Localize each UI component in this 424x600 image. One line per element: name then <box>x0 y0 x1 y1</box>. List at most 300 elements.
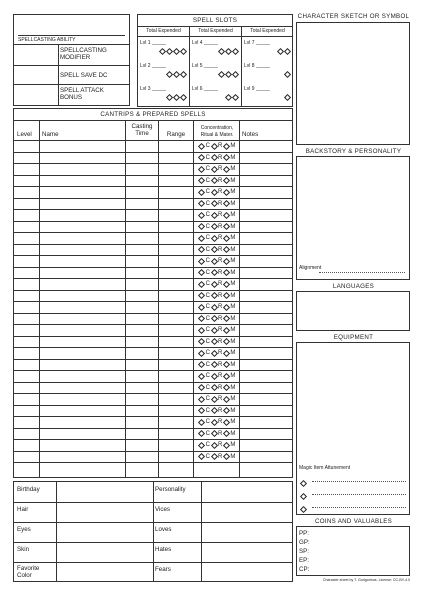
spell-slot-cell[interactable] <box>244 40 292 60</box>
crm-r-label: R <box>218 396 223 402</box>
spell-row[interactable] <box>14 429 292 440</box>
crm-markers <box>194 383 240 394</box>
ritual-diamond-icon[interactable] <box>210 188 217 195</box>
crm-r-label: R <box>218 442 223 448</box>
material-diamond-icon[interactable] <box>223 326 230 333</box>
crm-markers <box>194 394 240 405</box>
crm-m-label: M <box>230 269 236 276</box>
crm-markers <box>194 153 240 164</box>
attunement-slot-2[interactable] <box>300 488 408 498</box>
spellcasting-modifier-box[interactable] <box>13 44 130 66</box>
crm-markers <box>194 187 240 198</box>
crm-m-label: M <box>230 373 236 379</box>
crm-r-label: R <box>218 338 223 345</box>
crm-markers <box>194 233 240 244</box>
crm-r-label: R <box>218 407 223 414</box>
col-level-header: Level <box>17 131 32 138</box>
ritual-diamond-icon[interactable] <box>210 315 217 322</box>
concentration-diamond-icon[interactable] <box>198 269 205 276</box>
crm-c-label: C <box>205 177 210 184</box>
slot-expended-diamond-icon[interactable] <box>180 71 187 78</box>
spellcasting-ability-label: SPELLCASTING ABILITY <box>18 37 76 43</box>
attunement-diamond-icon[interactable] <box>300 506 307 513</box>
slots-col-header-3: Total Expended <box>250 28 285 34</box>
skin-label: Skin <box>17 546 30 553</box>
concentration-diamond-icon[interactable] <box>198 246 205 253</box>
slot-expended-diamond-icon[interactable] <box>166 94 173 101</box>
concentration-diamond-icon[interactable] <box>198 234 205 241</box>
crm-m-label: M <box>230 350 236 356</box>
concentration-diamond-icon[interactable] <box>198 349 205 356</box>
backstory-title: BACKSTORY & PERSONALITY <box>305 148 402 155</box>
crm-m-label: M <box>230 304 236 310</box>
ritual-diamond-icon[interactable] <box>210 177 217 184</box>
material-diamond-icon[interactable] <box>223 338 230 345</box>
coin-ep-label: EP: <box>299 557 309 564</box>
material-diamond-icon[interactable] <box>223 246 230 253</box>
material-diamond-icon[interactable] <box>223 223 230 230</box>
material-diamond-icon[interactable] <box>223 234 230 241</box>
spell-slot-level-label: Lvl 7 _____ <box>244 40 270 46</box>
ritual-diamond-icon[interactable] <box>210 257 217 264</box>
alignment-label: Alignment <box>299 265 322 271</box>
personality-label: Personality <box>155 486 186 493</box>
concentration-diamond-icon[interactable] <box>198 280 205 287</box>
spell-row[interactable] <box>14 291 292 302</box>
material-diamond-icon[interactable] <box>223 441 230 448</box>
crm-c-label: C <box>205 223 210 230</box>
material-diamond-icon[interactable] <box>223 211 230 218</box>
crm-m-label: M <box>230 453 236 460</box>
concentration-diamond-icon[interactable] <box>198 418 205 425</box>
ritual-diamond-icon[interactable] <box>210 384 217 391</box>
slot-expended-diamond-icon[interactable] <box>284 94 291 101</box>
crm-markers <box>194 222 240 233</box>
crm-m-label: M <box>230 154 236 161</box>
spell-slot-cell[interactable] <box>140 63 188 83</box>
ritual-diamond-icon[interactable] <box>210 395 217 402</box>
spell-slot-cell[interactable] <box>192 86 240 106</box>
concentration-diamond-icon[interactable] <box>198 154 205 161</box>
spell-slot-cell[interactable] <box>192 63 240 83</box>
spell-row[interactable] <box>14 452 292 463</box>
slot-expended-diamond-icon[interactable] <box>166 71 173 78</box>
crm-m-label: M <box>230 212 236 218</box>
fears-label: Fears <box>155 566 171 573</box>
slot-expended-diamond-icon[interactable] <box>284 71 291 78</box>
ritual-diamond-icon[interactable] <box>210 338 217 345</box>
crm-m-label: M <box>230 258 236 264</box>
crm-c-label: C <box>205 154 210 161</box>
slot-expended-diamond-icon[interactable] <box>225 48 232 55</box>
slot-expended-diamond-icon[interactable] <box>173 94 180 101</box>
crm-m-label: M <box>230 200 236 207</box>
col-casting-time-header: Casting Time <box>131 123 153 137</box>
spell-slot-cell[interactable] <box>244 63 292 83</box>
concentration-diamond-icon[interactable] <box>198 292 205 299</box>
crm-r-label: R <box>218 281 223 287</box>
material-diamond-icon[interactable] <box>223 349 230 356</box>
spell-attack-bonus-box[interactable] <box>13 84 130 106</box>
hates-field[interactable] <box>202 543 292 561</box>
material-diamond-icon[interactable] <box>223 292 230 299</box>
crm-r-label: R <box>218 453 223 460</box>
skin-field[interactable] <box>57 543 152 561</box>
personality-field[interactable] <box>202 483 292 501</box>
crm-m-label: M <box>230 384 236 391</box>
crm-c-label: C <box>205 407 210 414</box>
coins-title: COINS AND VALUABLES <box>314 518 393 525</box>
crm-r-label: R <box>218 143 223 149</box>
crm-r-label: R <box>218 154 223 161</box>
crm-c-label: C <box>205 442 210 448</box>
favorite-color-label: Favorite Color <box>17 565 40 579</box>
spell-row[interactable] <box>14 245 292 256</box>
character-sketch-area[interactable] <box>296 22 410 145</box>
crm-c-label: C <box>205 189 210 195</box>
attunement-slot-3[interactable] <box>300 501 408 511</box>
crm-markers <box>194 325 240 336</box>
spell-row[interactable] <box>14 222 292 233</box>
material-diamond-icon[interactable] <box>223 200 230 207</box>
material-diamond-icon[interactable] <box>223 453 230 460</box>
ritual-diamond-icon[interactable] <box>210 361 217 368</box>
material-diamond-icon[interactable] <box>223 280 230 287</box>
material-diamond-icon[interactable] <box>223 269 230 276</box>
material-diamond-icon[interactable] <box>223 165 230 172</box>
crm-c-label: C <box>205 361 210 368</box>
crm-c-label: C <box>205 350 210 356</box>
coin-pp-label: PP: <box>299 530 309 537</box>
crm-markers <box>194 452 240 463</box>
crm-c-label: C <box>205 235 210 241</box>
material-diamond-icon[interactable] <box>223 188 230 195</box>
spell-slot-level-label: Lvl 4 _____ <box>192 40 218 46</box>
crm-r-label: R <box>218 177 223 184</box>
concentration-diamond-icon[interactable] <box>198 441 205 448</box>
attunement-diamond-icon[interactable] <box>300 493 307 500</box>
attunement-slot-1[interactable] <box>300 475 408 485</box>
spell-slots-panel <box>137 14 293 107</box>
spell-slot-level-label: Lvl 6 _____ <box>192 86 218 92</box>
spell-slot-cell[interactable] <box>140 86 188 106</box>
crm-m-label: M <box>230 143 236 149</box>
material-diamond-icon[interactable] <box>223 418 230 425</box>
material-diamond-icon[interactable] <box>223 257 230 264</box>
equipment-title: EQUIPMENT <box>333 334 374 341</box>
crm-r-label: R <box>218 373 223 379</box>
eyes-label: Eyes <box>17 526 31 533</box>
concentration-diamond-icon[interactable] <box>198 453 205 460</box>
concentration-diamond-icon[interactable] <box>198 200 205 207</box>
vices-label: Vices <box>155 506 171 513</box>
hair-label: Hair <box>17 506 29 513</box>
coins-area[interactable] <box>296 526 410 576</box>
spell-row[interactable] <box>14 268 292 279</box>
crm-markers <box>194 164 240 175</box>
crm-markers <box>194 360 240 371</box>
concentration-diamond-icon[interactable] <box>198 303 205 310</box>
slot-expended-diamond-icon[interactable] <box>232 94 239 101</box>
crm-m-label: M <box>230 442 236 448</box>
ritual-diamond-icon[interactable] <box>210 303 217 310</box>
col-crm-header: Concentration, Ritual & Mater. <box>200 125 234 138</box>
material-diamond-icon[interactable] <box>223 395 230 402</box>
concentration-diamond-icon[interactable] <box>198 395 205 402</box>
crm-markers <box>194 268 240 279</box>
material-diamond-icon[interactable] <box>223 142 230 149</box>
crm-markers <box>194 371 240 382</box>
crm-markers <box>194 279 240 290</box>
backstory-area[interactable] <box>296 156 410 280</box>
crm-c-label: C <box>205 327 210 333</box>
slot-expended-diamond-icon[interactable] <box>159 48 166 55</box>
spell-row[interactable] <box>14 233 292 244</box>
crm-m-label: M <box>230 315 236 322</box>
material-diamond-icon[interactable] <box>223 384 230 391</box>
spell-row[interactable] <box>14 187 292 198</box>
material-diamond-icon[interactable] <box>223 361 230 368</box>
ritual-diamond-icon[interactable] <box>210 234 217 241</box>
crm-markers <box>194 417 240 428</box>
concentration-diamond-icon[interactable] <box>198 384 205 391</box>
slot-expended-diamond-icon[interactable] <box>277 48 284 55</box>
ritual-diamond-icon[interactable] <box>210 326 217 333</box>
crm-m-label: M <box>230 177 236 184</box>
hair-field[interactable] <box>57 503 152 521</box>
crm-markers <box>194 348 240 359</box>
concentration-diamond-icon[interactable] <box>198 142 205 149</box>
ritual-diamond-icon[interactable] <box>210 280 217 287</box>
crm-markers <box>194 440 240 451</box>
spell-row[interactable] <box>14 256 292 267</box>
crm-c-label: C <box>205 304 210 310</box>
concentration-diamond-icon[interactable] <box>198 165 205 172</box>
slot-expended-diamond-icon[interactable] <box>173 48 180 55</box>
spell-slot-level-label: Lvl 3 _____ <box>140 86 166 92</box>
spell-row[interactable] <box>14 199 292 210</box>
ritual-diamond-icon[interactable] <box>210 223 217 230</box>
crm-markers <box>194 406 240 417</box>
crm-c-label: C <box>205 258 210 264</box>
slot-expended-diamond-icon[interactable] <box>180 94 187 101</box>
crm-m-label: M <box>230 292 236 299</box>
concentration-diamond-icon[interactable] <box>198 188 205 195</box>
favorite-color-field[interactable] <box>57 563 152 581</box>
material-diamond-icon[interactable] <box>223 315 230 322</box>
ritual-diamond-icon[interactable] <box>210 154 217 161</box>
loves-field[interactable] <box>202 523 292 541</box>
crm-c-label: C <box>205 292 210 299</box>
slots-col-header-1: Total Expended <box>146 28 181 34</box>
concentration-diamond-icon[interactable] <box>198 338 205 345</box>
spell-row[interactable] <box>14 360 292 371</box>
crm-r-label: R <box>218 166 223 172</box>
crm-m-label: M <box>230 396 236 402</box>
crm-r-label: R <box>218 361 223 368</box>
crm-c-label: C <box>205 212 210 218</box>
spell-row[interactable] <box>14 337 292 348</box>
spell-row[interactable] <box>14 279 292 290</box>
ritual-diamond-icon[interactable] <box>210 407 217 414</box>
slot-expended-diamond-icon[interactable] <box>180 48 187 55</box>
cantrips-table <box>13 108 293 478</box>
concentration-diamond-icon[interactable] <box>198 326 205 333</box>
crm-markers <box>194 245 240 256</box>
spell-row[interactable] <box>14 440 292 451</box>
crm-c-label: C <box>205 200 210 207</box>
ritual-diamond-icon[interactable] <box>210 292 217 299</box>
crm-markers <box>194 291 240 302</box>
crm-c-label: C <box>205 166 210 172</box>
attunement-diamond-icon[interactable] <box>300 480 307 487</box>
material-diamond-icon[interactable] <box>223 177 230 184</box>
slot-expended-diamond-icon[interactable] <box>232 48 239 55</box>
crm-m-label: M <box>230 361 236 368</box>
birthday-field[interactable] <box>57 483 152 501</box>
vices-field[interactable] <box>202 503 292 521</box>
spell-attack-bonus-label: SPELL ATTACK BONUS <box>60 87 104 101</box>
material-diamond-icon[interactable] <box>223 430 230 437</box>
crm-r-label: R <box>218 189 223 195</box>
languages-title: LANGUAGES <box>332 283 375 290</box>
cantrips-title: CANTRIPS & PREPARED SPELLS <box>100 111 206 118</box>
crm-markers <box>194 210 240 221</box>
ritual-diamond-icon[interactable] <box>210 165 217 172</box>
concentration-diamond-icon[interactable] <box>198 211 205 218</box>
slot-expended-diamond-icon[interactable] <box>232 71 239 78</box>
concentration-diamond-icon[interactable] <box>198 372 205 379</box>
crm-m-label: M <box>230 419 236 425</box>
crm-r-label: R <box>218 315 223 322</box>
concentration-diamond-icon[interactable] <box>198 430 205 437</box>
crm-c-label: C <box>205 315 210 322</box>
spell-row[interactable] <box>14 164 292 175</box>
crm-c-label: C <box>205 419 210 425</box>
magic-attunement-label: Magic Item Attunement <box>299 465 351 471</box>
material-diamond-icon[interactable] <box>223 372 230 379</box>
character-sketch-title: CHARACTER SKETCH OR SYMBOL <box>297 13 410 20</box>
crm-r-label: R <box>218 212 223 218</box>
coin-cp-label: CP: <box>299 566 310 573</box>
crm-c-label: C <box>205 269 210 276</box>
spell-slot-cell[interactable] <box>244 86 292 106</box>
hates-label: Hates <box>155 546 172 553</box>
crm-r-label: R <box>218 246 223 253</box>
spell-slot-level-label: Lvl 2 _____ <box>140 63 166 69</box>
crm-r-label: R <box>218 223 223 230</box>
spell-row[interactable] <box>14 406 292 417</box>
slot-expended-diamond-icon[interactable] <box>218 48 225 55</box>
crm-r-label: R <box>218 292 223 299</box>
crm-markers <box>194 141 240 152</box>
slot-expended-diamond-icon[interactable] <box>218 71 225 78</box>
spell-row[interactable] <box>14 417 292 428</box>
crm-markers <box>194 429 240 440</box>
col-name-header: Name <box>42 131 59 138</box>
spell-row[interactable] <box>14 210 292 221</box>
crm-markers <box>194 256 240 267</box>
spell-row[interactable] <box>14 383 292 394</box>
crm-c-label: C <box>205 338 210 345</box>
crm-r-label: R <box>218 269 223 276</box>
concentration-diamond-icon[interactable] <box>198 361 205 368</box>
ritual-diamond-icon[interactable] <box>210 372 217 379</box>
spell-row[interactable] <box>14 153 292 164</box>
spell-row[interactable] <box>14 176 292 187</box>
fears-field[interactable] <box>202 563 292 581</box>
concentration-diamond-icon[interactable] <box>198 407 205 414</box>
slot-expended-diamond-icon[interactable] <box>166 48 173 55</box>
coin-sp-label: SP: <box>299 548 309 555</box>
ritual-diamond-icon[interactable] <box>210 269 217 276</box>
concentration-diamond-icon[interactable] <box>198 177 205 184</box>
spell-row[interactable] <box>14 394 292 405</box>
spell-slot-cell[interactable] <box>140 40 188 60</box>
languages-area[interactable] <box>296 291 410 331</box>
spell-row[interactable] <box>14 141 292 152</box>
crm-m-label: M <box>230 235 236 241</box>
material-diamond-icon[interactable] <box>223 154 230 161</box>
crm-m-label: M <box>230 281 236 287</box>
footer-credit: Character sheet by T. Gorigorinus. License: CC-BY-4.0 <box>322 578 410 582</box>
crm-m-label: M <box>230 430 236 437</box>
spell-row[interactable] <box>14 314 292 325</box>
concentration-diamond-icon[interactable] <box>198 315 205 322</box>
crm-c-label: C <box>205 396 210 402</box>
crm-m-label: M <box>230 407 236 414</box>
ritual-diamond-icon[interactable] <box>210 418 217 425</box>
spell-row[interactable] <box>14 302 292 313</box>
spell-save-dc-label: SPELL SAVE DC <box>60 72 108 79</box>
crm-m-label: M <box>230 189 236 195</box>
crm-markers <box>194 176 240 187</box>
crm-r-label: R <box>218 304 223 310</box>
slot-expended-diamond-icon[interactable] <box>225 71 232 78</box>
crm-r-label: R <box>218 258 223 264</box>
ritual-diamond-icon[interactable] <box>210 142 217 149</box>
ritual-diamond-icon[interactable] <box>210 211 217 218</box>
crm-r-label: R <box>218 235 223 241</box>
slot-expended-diamond-icon[interactable] <box>284 48 291 55</box>
crm-c-label: C <box>205 430 210 437</box>
spell-slot-level-label: Lvl 8 _____ <box>244 63 270 69</box>
ritual-diamond-icon[interactable] <box>210 349 217 356</box>
spellcasting-ability-box[interactable] <box>13 14 130 45</box>
spell-row[interactable] <box>14 348 292 359</box>
ritual-diamond-icon[interactable] <box>210 430 217 437</box>
equipment-area[interactable] <box>296 342 410 515</box>
material-diamond-icon[interactable] <box>223 407 230 414</box>
spell-row[interactable] <box>14 325 292 336</box>
ritual-diamond-icon[interactable] <box>210 441 217 448</box>
spell-slot-cell[interactable] <box>192 40 240 60</box>
slot-expended-diamond-icon[interactable] <box>173 71 180 78</box>
eyes-field[interactable] <box>57 523 152 541</box>
material-diamond-icon[interactable] <box>223 303 230 310</box>
crm-markers <box>194 337 240 348</box>
crm-markers <box>194 314 240 325</box>
concentration-diamond-icon[interactable] <box>198 223 205 230</box>
crm-markers <box>194 199 240 210</box>
concentration-diamond-icon[interactable] <box>198 257 205 264</box>
ritual-diamond-icon[interactable] <box>210 453 217 460</box>
ritual-diamond-icon[interactable] <box>210 200 217 207</box>
spell-row[interactable] <box>14 371 292 382</box>
slot-expended-diamond-icon[interactable] <box>225 94 232 101</box>
ritual-diamond-icon[interactable] <box>210 246 217 253</box>
spell-save-dc-box[interactable] <box>13 65 130 85</box>
